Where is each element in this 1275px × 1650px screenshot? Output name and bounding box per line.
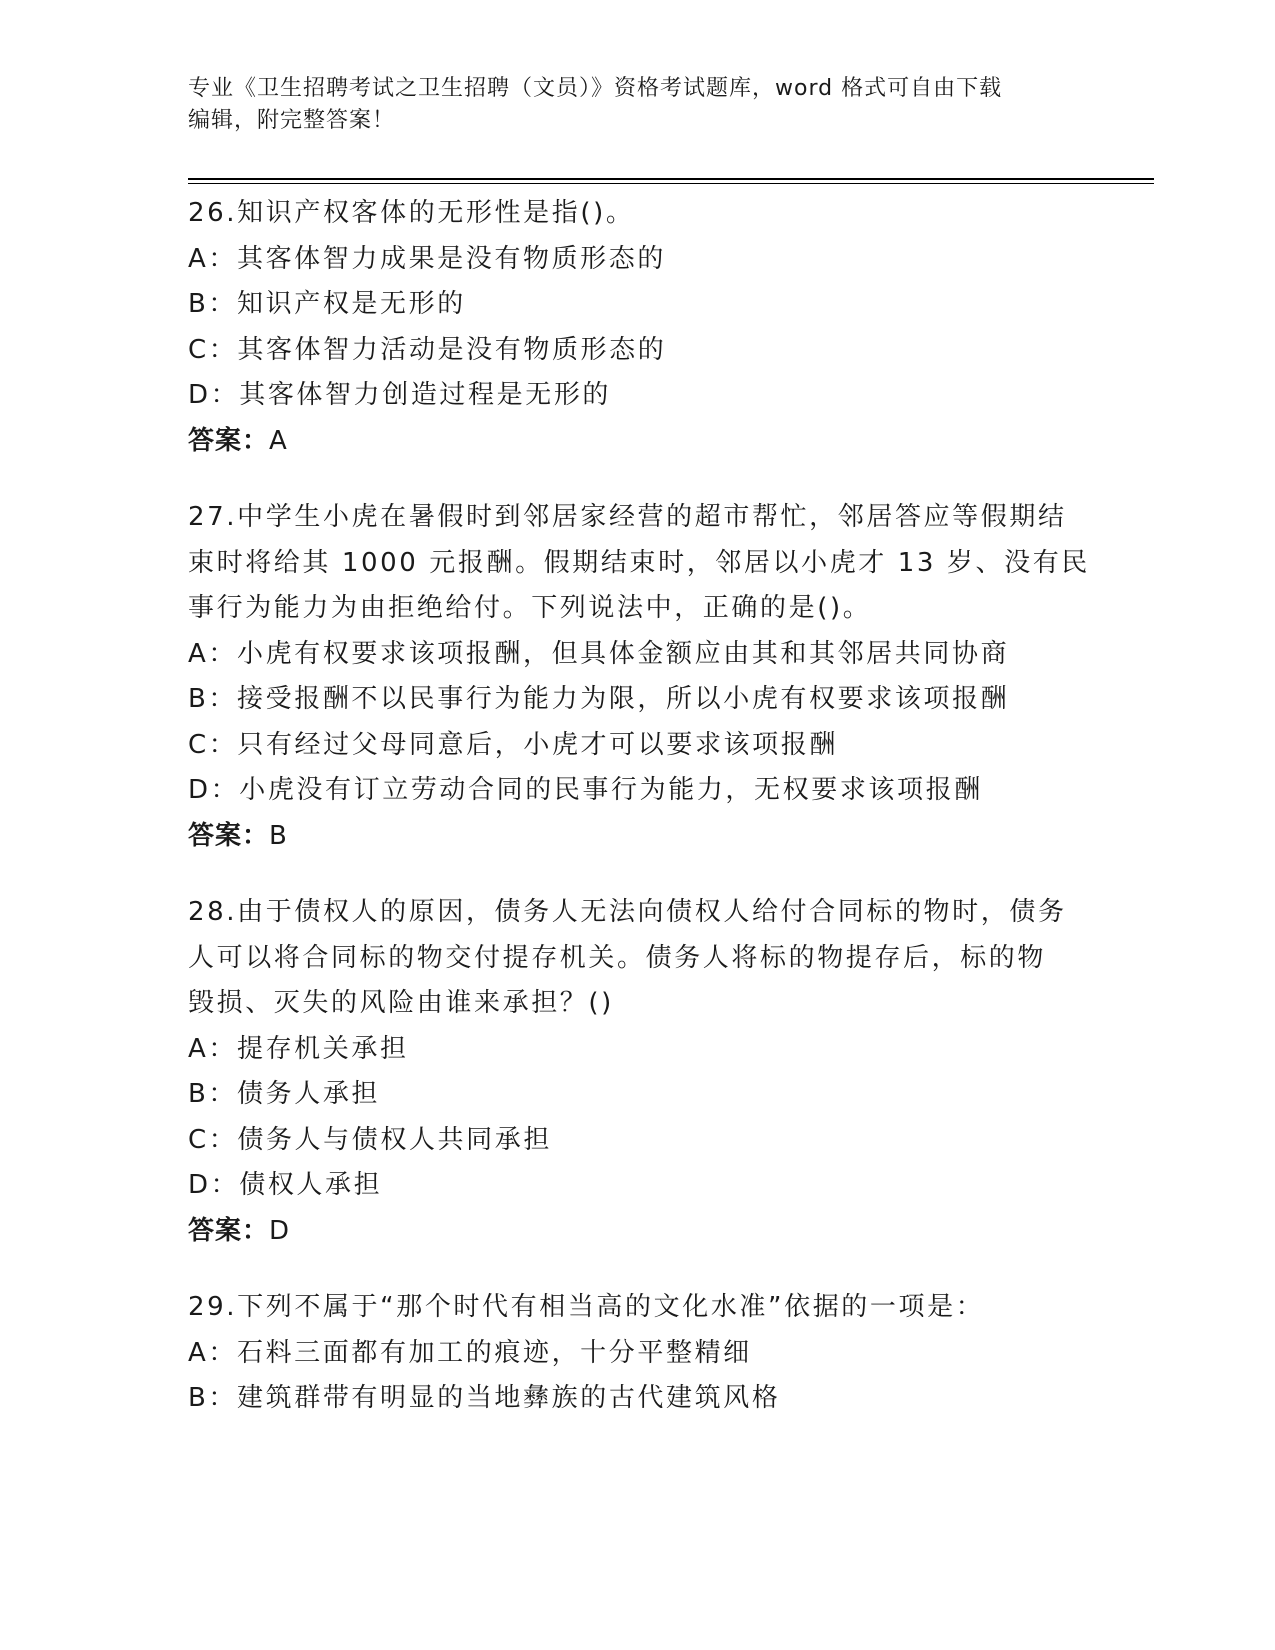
- option-d: D：其客体智力创造过程是无形的: [188, 380, 612, 410]
- question-27: [188, 495, 1088, 859]
- stem-line: 29.下列不属于“那个时代有相当高的文化水准”依据的一项是：: [188, 1292, 985, 1322]
- question-list: [188, 191, 1088, 1453]
- answer-value: A: [269, 425, 288, 456]
- option-b: B：建筑群带有明显的当地彝族的古代建筑风格: [188, 1383, 781, 1413]
- page-header: [188, 73, 1088, 137]
- answer-value: B: [269, 820, 288, 851]
- stem-line: 28.由于债权人的原因，债务人无法向债权人给付合同标的物时，债务: [188, 897, 1067, 927]
- option-c: C：只有经过父母同意后，小虎才可以要求该项报酬: [188, 729, 838, 760]
- question-stem: [188, 191, 1088, 237]
- header-divider-thin: [188, 183, 1154, 184]
- answer-value: D: [269, 1215, 291, 1246]
- stem-line: 27.中学生小虎在暑假时到邻居家经营的超市帮忙，邻居答应等假期结: [188, 502, 1067, 532]
- option-b: B：知识产权是无形的: [188, 289, 466, 319]
- question-stem: [188, 890, 1088, 1027]
- answer-line: [188, 1209, 1088, 1255]
- answer-label: 答案：: [188, 1215, 270, 1246]
- question-28: [188, 890, 1088, 1254]
- option-c: C：债务人与债权人共同承担: [188, 1124, 552, 1155]
- stem-line: 人可以将合同标的物交付提存机关。债务人将标的物提存后，标的物: [188, 942, 1047, 973]
- question-26: [188, 191, 1088, 464]
- answer-label: 答案：: [188, 820, 270, 851]
- option-a: A：石料三面都有加工的痕迹，十分平整精细: [188, 1337, 752, 1368]
- question-stem: [188, 1285, 1088, 1331]
- option-a: A：小虎有权要求该项报酬，但具体金额应由其和其邻居共同协商: [188, 638, 1010, 669]
- stem-line: 毁损、灭失的风险由谁来承担？(): [188, 988, 614, 1018]
- option-d: D：小虎没有订立劳动合同的民事行为能力，无权要求该项报酬: [188, 775, 983, 805]
- option-a: A：其客体智力成果是没有物质形态的: [188, 243, 666, 274]
- answer-line: [188, 419, 1088, 465]
- answer-label: 答案：: [188, 425, 270, 456]
- stem-line: 束时将给其 1000 元报酬。假期结束时，邻居以小虎才 13 岁、没有民: [188, 547, 1090, 578]
- option-b: B：接受报酬不以民事行为能力为限，所以小虎有权要求该项报酬: [188, 684, 1010, 714]
- option-c: C：其客体智力活动是没有物质形态的: [188, 334, 667, 365]
- stem-line: 事行为能力为由拒绝给付。下列说法中，正确的是()。: [188, 593, 872, 623]
- answer-line: [188, 814, 1088, 860]
- option-d: D：债权人承担: [188, 1170, 383, 1200]
- header-line-2: 编辑，附完整答案！: [188, 108, 396, 133]
- question-stem: [188, 495, 1088, 632]
- header-divider: [188, 178, 1154, 180]
- option-a: A：提存机关承担: [188, 1033, 409, 1064]
- question-29: [188, 1285, 1088, 1422]
- stem-line: 26.知识产权客体的无形性是指()。: [188, 198, 635, 228]
- option-b: B：债务人承担: [188, 1079, 381, 1109]
- header-line-1: 专业《卫生招聘考试之卫生招聘（文员）》资格考试题库，word 格式可自由下载: [188, 76, 1003, 101]
